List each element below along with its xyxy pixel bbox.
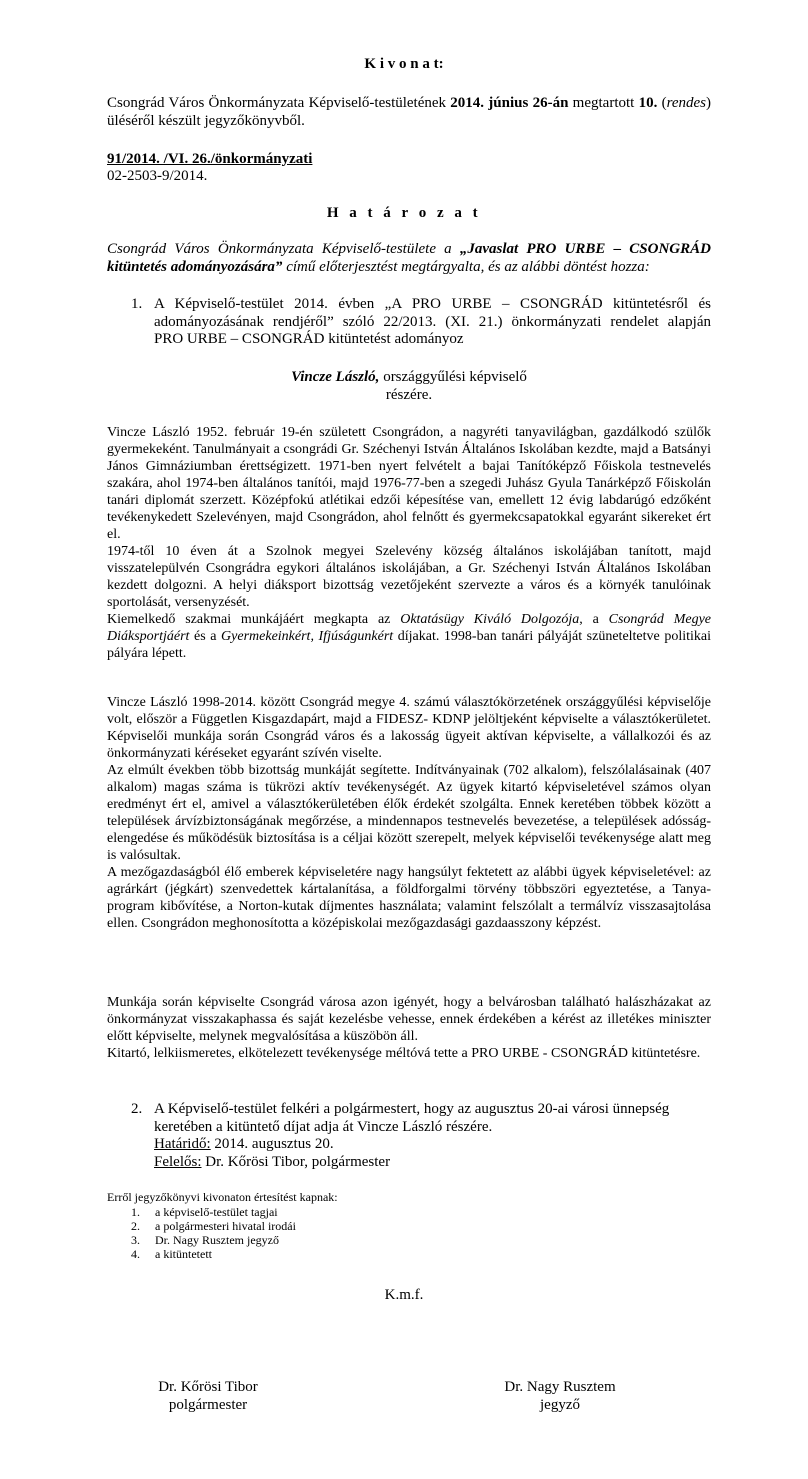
bio-paragraph-awards bbox=[107, 611, 711, 662]
award-name: Csongrád Megye Diáksportjáért bbox=[107, 612, 711, 644]
lead-text-2: című előterjesztést megtárgyalta, és az alábbi döntést hozza: bbox=[282, 258, 650, 275]
distribution bbox=[107, 1190, 711, 1261]
list-item bbox=[131, 1205, 711, 1219]
recipient-title: országgyűlési képviselő bbox=[379, 369, 527, 385]
distribution-list bbox=[131, 1205, 711, 1261]
mayor-name: Dr. Kőrösi Tibor bbox=[158, 1379, 258, 1395]
bio-paragraph: Vincze László 1998-2014. között Csongrád megye 4. számú választókörzetének országgyűlési képviselője volt, először a Független Kisgazdapárt, majd a FIDESZ- KDNP jelöltjeként képviselte a választókerületet. Képviselői munkája során Csongrád város és a lakosság ügyeit aktívan képviselte, a vállalkozói és az önkormányzati kéréseket egyaránt szívén viselte. bbox=[107, 695, 711, 761]
meeting-type: rendes bbox=[666, 95, 707, 111]
list-text: a képviselő-testület tagjai bbox=[155, 1205, 278, 1219]
responsible bbox=[154, 1154, 711, 1172]
list-text: a kitüntetett bbox=[155, 1247, 212, 1261]
deadline-value: 2014. augusztus 20. bbox=[210, 1136, 334, 1152]
bio-paragraph: A mezőgazdaságból élő emberek képviseletére nagy hangsúlyt fektetett az alábbi ügyek képviseletével: az agrárkárt (jégkárt) szenvedettek kártalanítása, a földforgalmi törvény többszöri egyeztetése, a Tanya-program kibővítése, a Norton-kutak díjmentes használata; valamint felszólalt a termálvíz visszasajtolása ellen. Csongrádon meghonosította a középiskolai mezőgazdasági gazdaasszony képzést. bbox=[107, 865, 711, 931]
point-2-line: A Képviselő-testület felkéri a polgármestert, hogy az augusztus 20-ai városi ünnepség bbox=[154, 1101, 670, 1117]
kmf: K.m.f. bbox=[384, 1287, 424, 1303]
paren-open: ( bbox=[661, 95, 667, 111]
biography-3 bbox=[107, 994, 711, 1062]
proposal-title: „Javaslat PRO URBE – CSONGRÁD kitüntetés adományozására” bbox=[107, 241, 711, 275]
resolution-number: 91/2014. /VI. 26./önkormányzati bbox=[107, 151, 313, 167]
awards-text: és a bbox=[189, 629, 222, 644]
deadline-label: Határidő: bbox=[154, 1136, 211, 1152]
point-1-line: adományozásának rendjéről” szóló 22/2013. (XI. 21.) önkormányzati rendelet alapján bbox=[154, 313, 711, 330]
recipient-name: Vincze László, bbox=[291, 369, 380, 385]
responsible-value: Dr. Kőrösi Tibor, polgármester bbox=[201, 1153, 391, 1170]
list-item bbox=[131, 1219, 711, 1233]
awards-text: díjakat. 1998-ban tanári pályáját szüneteltetve politikai pályára lépett. bbox=[107, 629, 711, 661]
lead-text: Csongrád Város Önkormányzata Képviselő-testülete a bbox=[107, 241, 460, 257]
awards-text: Kiemelkedő szakmai munkájáért megkapta az bbox=[107, 612, 401, 627]
recipient-suffix: részére. bbox=[385, 387, 433, 403]
resolution-lead bbox=[107, 241, 711, 276]
responsible-label: Felelős: bbox=[154, 1153, 202, 1170]
bio-paragraph: Kitartó, lelkiismeretes, elkötelezett tevékenysége méltóvá tette a PRO URBE - CSONGRÁD kitüntetésre. bbox=[107, 1046, 701, 1061]
list-text: Dr. Nagy Rusztem jegyző bbox=[155, 1233, 279, 1247]
intro-paragraph bbox=[107, 95, 711, 130]
meeting-date: 2014. június 26-án bbox=[450, 95, 569, 111]
notary-title: jegyző bbox=[540, 1396, 580, 1413]
list-number: 3. bbox=[131, 1233, 140, 1247]
point-number: 2. bbox=[131, 1101, 143, 1117]
point-2-line: keretében a kitüntető díjat adja át Vincze László részére. bbox=[154, 1118, 493, 1135]
awards-text: , a bbox=[579, 612, 609, 627]
list-number: 1. bbox=[131, 1205, 140, 1219]
award-name: Oktatásügy Kiváló Dolgozója bbox=[400, 612, 580, 627]
point-number: 1. bbox=[131, 296, 143, 312]
list-item bbox=[131, 1247, 711, 1261]
meeting-number: 10. bbox=[638, 95, 658, 111]
list-number: 2. bbox=[131, 1219, 140, 1233]
biography bbox=[107, 424, 711, 662]
point-1-line: A Képviselő-testület 2014. évben „A PRO URBE – CSONGRÁD kitüntetésről és bbox=[154, 296, 711, 312]
point-2 bbox=[131, 1101, 711, 1171]
recipient bbox=[107, 369, 711, 387]
award-name: Gyermekeinkért, Ifjúságunkért bbox=[221, 629, 394, 644]
distribution-heading: Erről jegyzőkönyvi kivonaton értesítést kapnak: bbox=[107, 1190, 338, 1204]
list-item bbox=[131, 1233, 711, 1247]
signature-right bbox=[488, 1379, 632, 1414]
intro-text: Csongrád Város Önkormányzata Képviselő-testületének bbox=[107, 95, 451, 111]
bio-paragraph: Vincze László 1952. február 19-én született Csongrádon, a nagyréti tanyavilágban, gazdálkodó szülők gyermekeként. Tanulmányait a csongrádi Gr. Széchenyi István Általános Iskolában kezdte, majd a Batsányi János Gimnáziumban érettségizett. 1971-ben nyert felvételt a bajai Tanítóképző Főiskola testnevelés szakára, ahol 1974-ben általános tanítói, majd 1976-77-ben a szegedi Juhász Gyula Tanárképző Főiskolán tanári diplomát szerzett. Középfokú atlétikai edzői képesítése van, emellett 12 évig labdarúgó edzőként tevékenykedett Szelevényen, majd Csongrádon, ahol felnőtt és gyermekcsapatokkal egyaránt sikereket ért el. bbox=[107, 425, 711, 542]
bio-paragraph: 1974-től 10 éven át a Szolnok megyei Szelevény község általános iskolájában tanított, majd visszatelepülvén Csongrádra egykori általános iskolájában, a Gr. Széchenyi István Általános Iskolában kezdett dolgozni. A helyi diáksport bizottság vezetőjeként szervezte a város és a környék tanulóinak sportolását, versenyzését. bbox=[107, 544, 711, 610]
bio-paragraph: Munkája során képviselte Csongrád városa azon igényét, hogy a belvárosban található halászházakat az önkormányzat visszakaphassa és saját kezelésbe vehesse, ennek érdekében a kérést az illetékes miniszter előtt képviselte, melynek megvalósítása a küszöbön áll. bbox=[107, 995, 711, 1044]
biography-2 bbox=[107, 694, 711, 932]
point-1 bbox=[131, 296, 711, 349]
deadline bbox=[154, 1136, 711, 1154]
file-number: 02-2503-9/2014. bbox=[107, 168, 208, 184]
title-text: K i v o n a t: bbox=[364, 56, 444, 72]
point-1-line: PRO URBE – CSONGRÁD kitüntetést adományoz bbox=[154, 331, 464, 347]
document-title bbox=[0, 56, 808, 74]
signature-left bbox=[138, 1379, 278, 1414]
bio-paragraph: Az elmúlt években több bizottság munkáját segítette. Indítványainak (702 alkalom), felszólalásainak (407 alkalom) magas száma is tükrözi aktív tevékenységét. Az ügyek kitartó képviseletével számos olyan eredményt ért el, amivel a választókerületében élők érdekét szolgálta. Ennek keretében többek között a települések árvízbiztonságának megőrzése, a mindennapos testnevelés bevezetése, a települések adósság-elengedése és működésük biztosítása is a céljai között szerepelt, melyek képviselői tevékenysége alatt meg is valósultak. bbox=[107, 763, 711, 863]
list-number: 4. bbox=[131, 1247, 140, 1261]
notary-name: Dr. Nagy Rusztem bbox=[504, 1379, 616, 1395]
intro-text-3: ) üléséről készült jegyzőkönyvből. bbox=[107, 95, 712, 129]
intro-text-2: megtartott bbox=[568, 95, 639, 111]
list-text: a polgármesteri hivatal irodái bbox=[155, 1219, 296, 1233]
resolution-heading: H a t á r o z a t bbox=[326, 205, 482, 221]
mayor-title: polgármester bbox=[168, 1396, 248, 1413]
